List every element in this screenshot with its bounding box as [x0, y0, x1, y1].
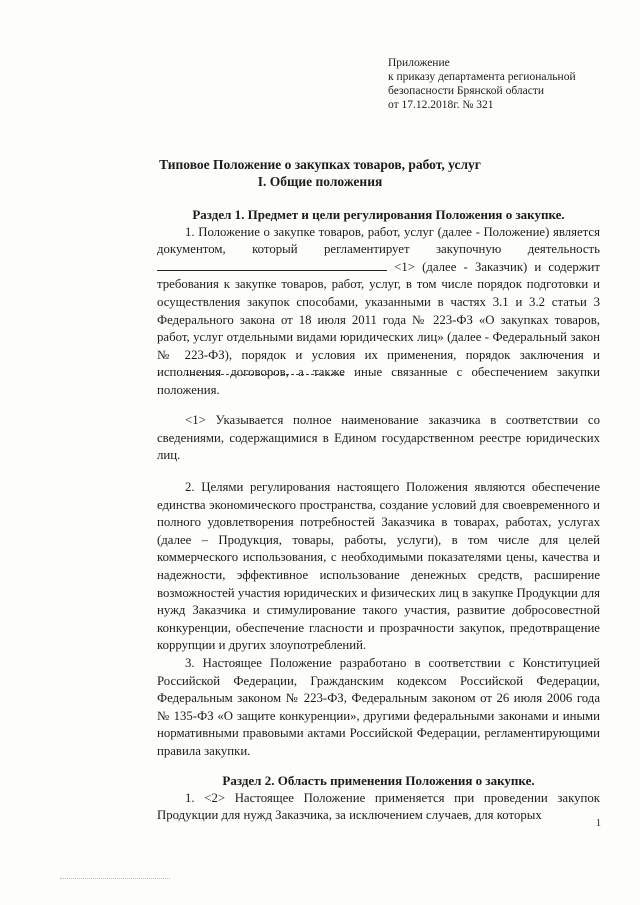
paragraph-3: 3. Настоящее Положение разработано в соответствии с Конституцией Российской Федерации, Гражданским кодексом Российской Федерации, Федеральным законом № 223-ФЗ, Федеральным законом от 26 июля 2006 года № 135-ФЗ «О защите конкуренции», другими федеральными законами и иными нормативными правовыми актами Российской Федерации, регламентирующими правила закупки.	[157, 655, 600, 758]
paragraph-1-start: 1. Положение о закупке товаров, работ, услуг (далее - Положение) является документом, который регламентирует закупочную деятельность	[157, 224, 600, 257]
appendix-line: к приказу департамента региональной	[388, 71, 576, 83]
section-2-heading: Раздел 2. Область применения Положения о закупке.	[222, 773, 535, 788]
appendix-line: от 17.12.2018г. № 321	[388, 99, 494, 111]
section-1	[157, 206, 600, 400]
section-2-paragraph-1: 1. <2> Настоящее Положение применяется при проведении закупок Продукции для нужд Заказчика, за исключением случаев, для которых	[157, 790, 600, 823]
appendix-header	[388, 56, 576, 112]
appendix-line: безопасности Брянской области	[388, 85, 545, 97]
section-2	[157, 772, 600, 825]
document-title: Типовое Положение о закупках товаров, работ, услуг	[159, 157, 481, 172]
chapter-title: I. Общие положения	[257, 174, 383, 189]
footnote-text: <1> Указывается полное наименование заказчика в соответствии со сведениями, содержащимися в Едином государственном реестре юридических лиц.	[157, 413, 600, 463]
paragraph-1-blank-suffix: <1> (далее - Заказчик) и содержит	[394, 259, 601, 274]
paragraphs-2-3	[157, 479, 600, 761]
scan-artifact	[60, 878, 170, 879]
paragraph-1-end: требования к закупке товаров, работ, услуг, в том числе порядок подготовки и осуществления закупок способами, указанными в частях 3.1 и 3.2 статьи 3 Федерального закона от 18 июля 2011 года № 223-ФЗ «О закупках товаров, работ, услуг отдельными видами юридических лиц» (далее - Федеральный закон № 223-ФЗ), порядок и условия их применения, порядок заключения и исполнения договоров, а также иные связанные с обеспечением закупки положения.	[157, 277, 600, 397]
footnote-separator	[186, 374, 344, 375]
paragraph-2: 2. Целями регулирования настоящего Положения являются обеспечение единства экономического пространства, создание условий для своевременного и полного удовлетворения потребностей Заказчика в товарах, работах, услугах (далее – Продукция, товары, работы, услуги), в том числе для целей коммерческого использования, с необходимыми показателями цены, качества и надежности, эффективное использование денежных средств, расширение возможностей участия юридических и физических лиц в закупке Продукции для нужд Заказчика и стимулирование такого участия, развитие добросовестной конкуренции, обеспечение гласности и прозрачности закупок, предотвращение коррупции и других злоупотреблений.	[157, 480, 600, 653]
page-number: 1	[596, 818, 601, 829]
section-1-heading: Раздел 1. Предмет и цели регулирования Положения о закупке.	[192, 207, 565, 222]
footnote	[157, 412, 600, 465]
fill-in-blank	[157, 260, 387, 271]
appendix-line: Приложение	[388, 57, 450, 69]
